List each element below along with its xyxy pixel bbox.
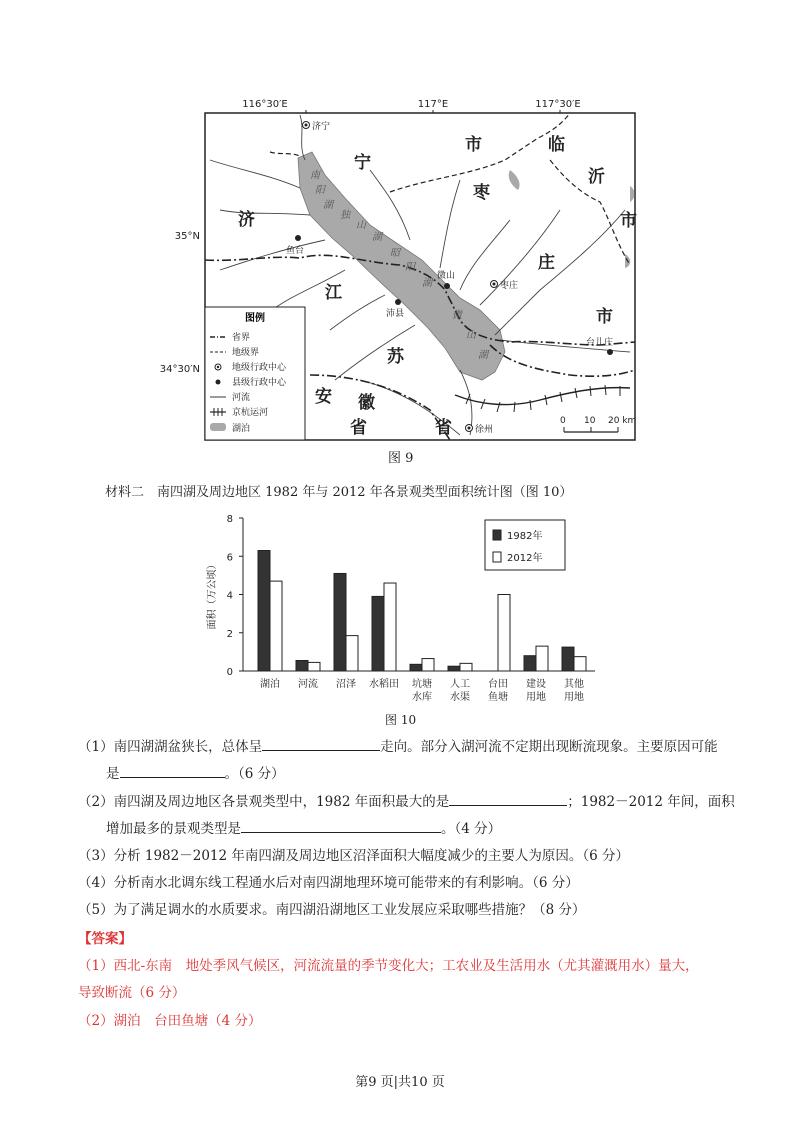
answer-heading: 【答案】 <box>78 931 132 947</box>
region-label: 省 <box>435 418 452 438</box>
x-tick-label: 水稻田 <box>369 679 399 690</box>
x-tick-label: 其他 <box>564 679 584 690</box>
bar-2012年 <box>346 636 358 671</box>
region-label: 安 <box>315 387 332 407</box>
y-axis-label: 面积（万公顷） <box>207 559 218 630</box>
city-label: 济宁 <box>312 122 331 132</box>
y-tick-label: 6 <box>226 552 233 564</box>
bar-1982年 <box>296 660 308 671</box>
map-figure <box>160 90 650 470</box>
region-label: 市 <box>465 135 482 155</box>
region-label: 庄 <box>538 253 555 273</box>
region-label: 市 <box>620 211 637 231</box>
lake-label: 昭 <box>390 248 400 259</box>
city-label: 微山 <box>437 271 456 281</box>
region-label: 枣 <box>473 183 490 203</box>
material-title: 材料二 南四湖及周边地区 1982 年与 2012 年各景观类型面积统计图（图 10） <box>105 485 573 500</box>
bar-1982年 <box>410 664 422 671</box>
x-tick-label: 台田 <box>488 679 508 690</box>
y-tick-label: 8 <box>226 514 233 525</box>
answer-blank <box>262 736 380 751</box>
bar-1982年 <box>258 551 270 671</box>
x-tick-label: 水库 <box>412 692 432 703</box>
x-tick-label: 水渠 <box>450 692 470 703</box>
answer-blank <box>449 791 567 806</box>
region-label: 宁 <box>354 153 371 173</box>
y-tick-label: 2 <box>226 628 233 640</box>
x-tick-label: 用地 <box>564 692 584 703</box>
x-tick-label: 坑塘 <box>412 679 432 690</box>
x-tick-label: 建设 <box>526 679 546 690</box>
legend-item: 地级界 <box>232 348 260 358</box>
region-label: 省 <box>350 418 367 438</box>
legend-item: 河流 <box>232 393 251 403</box>
answer-blank <box>241 818 441 833</box>
scale-label: 0 <box>560 416 566 426</box>
answer-1-cont: 导致断流（6 分） <box>78 985 186 1001</box>
region-label: 济 <box>238 210 255 230</box>
legend-item: 京杭运河 <box>232 408 269 418</box>
city-label: 台儿庄 <box>586 338 614 348</box>
legend-item: 地级行政中心 <box>232 363 287 373</box>
lake-label: 湖 <box>422 278 432 289</box>
bar-1982年 <box>372 596 384 671</box>
coord-left-1: 35°N <box>174 231 200 242</box>
question-5: （5）为了满足调水的水质要求。南四湖沿湖地区工业发展应采取哪些措施？（8 分） <box>78 902 586 918</box>
bar-2012年 <box>536 646 548 671</box>
question-1: （1）南四湖湖盆狭长，总体呈 走向。部分入湖河流不定期出现断流现象。主要原因可能 <box>78 736 718 757</box>
map-legend <box>205 307 305 440</box>
bar-1982年 <box>334 573 346 671</box>
figure-10-caption: 图 10 <box>385 713 417 727</box>
lake-label: 湖 <box>478 350 488 361</box>
legend-swatch <box>493 530 501 540</box>
legend-swatch <box>493 552 501 562</box>
question-4: （4）分析南水北调东线工程通水后对南四湖地理环境可能带来的有利影响。（6 分） <box>78 875 579 891</box>
lake-label: 阳 <box>405 262 415 273</box>
lake-label: 山 <box>356 220 366 231</box>
figure-9-caption: 图 9 <box>388 451 414 466</box>
legend-item: 湖泊 <box>232 424 251 434</box>
region-label: 苏 <box>387 347 404 367</box>
x-tick-label: 用地 <box>526 692 546 703</box>
y-tick-label: 0 <box>226 667 233 678</box>
region-label: 沂 <box>588 167 605 187</box>
bar-chart <box>195 506 615 711</box>
lake-label: 阳 <box>315 185 325 196</box>
coord-left-2: 34°30′N <box>160 364 200 375</box>
bar-1982年 <box>524 656 536 671</box>
lake-label: 南 <box>310 170 320 181</box>
city-label: 枣庄 <box>500 281 519 291</box>
answer-blank <box>120 763 225 778</box>
region-label: 徽 <box>358 393 375 413</box>
legend-label: 2012年 <box>507 553 543 564</box>
lake-label: 独 <box>340 210 350 221</box>
x-tick-label: 沼泽 <box>336 679 356 690</box>
bar-2012年 <box>270 581 282 671</box>
lake-label: 山 <box>466 330 476 341</box>
region-label: 市 <box>596 307 613 327</box>
x-tick-label: 湖泊 <box>260 679 280 690</box>
bar-1982年 <box>562 647 574 671</box>
lake-label: 湖 <box>372 232 382 243</box>
coord-top-2: 117°E <box>417 99 449 110</box>
bar-2012年 <box>498 595 510 672</box>
lake-label: 湖 <box>323 200 333 211</box>
bar-2012年 <box>384 583 396 671</box>
answer-2: （2）湖泊 台田鱼塘（4 分） <box>78 1013 262 1029</box>
city-label: 沛县 <box>386 309 405 319</box>
region-label: 江 <box>325 283 342 303</box>
city-label: 鱼台 <box>286 246 305 256</box>
legend-item: 县级行政中心 <box>232 378 287 388</box>
x-tick-label: 人工 <box>450 679 470 690</box>
question-3: （3）分析 1982－2012 年南四湖及周边地区沼泽面积大幅度减少的主要人为原因。（6 分） <box>78 848 630 864</box>
lake-label: 微 <box>452 310 462 321</box>
bar-2012年 <box>422 659 434 671</box>
bar-2012年 <box>460 663 472 671</box>
bar-2012年 <box>308 662 320 671</box>
y-tick-label: 4 <box>226 590 233 602</box>
scale-label: 20 km <box>608 416 637 426</box>
coord-top-3: 117°30′E <box>535 99 581 110</box>
question-2-cont: 增加最多的景观类型是 。（4 分） <box>106 818 501 839</box>
legend-item: 省界 <box>232 333 251 343</box>
question-2: （2）南四湖及周边地区各景观类型中，1982 年面积最大的是 ；1982－2012 年间，面积 <box>78 791 735 812</box>
legend-title: 图例 <box>245 313 265 324</box>
city-label: 徐州 <box>475 425 494 435</box>
page-footer: 第9 页|共10 页 <box>355 1075 445 1090</box>
bar-1982年 <box>448 666 460 671</box>
x-tick-label: 河流 <box>298 679 318 690</box>
answer-1: （1）西北-东南 地处季风气候区，河流流量的季节变化大；工农业及生活用水（尤其灌溉用水）量大， <box>78 958 699 974</box>
scale-label: 10 <box>584 416 596 426</box>
region-label: 临 <box>548 135 565 155</box>
bar-2012年 <box>574 657 586 671</box>
legend-label: 1982年 <box>507 531 543 542</box>
question-1-cont: 是 。（6 分） <box>106 763 285 784</box>
coord-top-1: 116°30′E <box>242 99 288 110</box>
x-tick-label: 鱼塘 <box>488 692 508 703</box>
